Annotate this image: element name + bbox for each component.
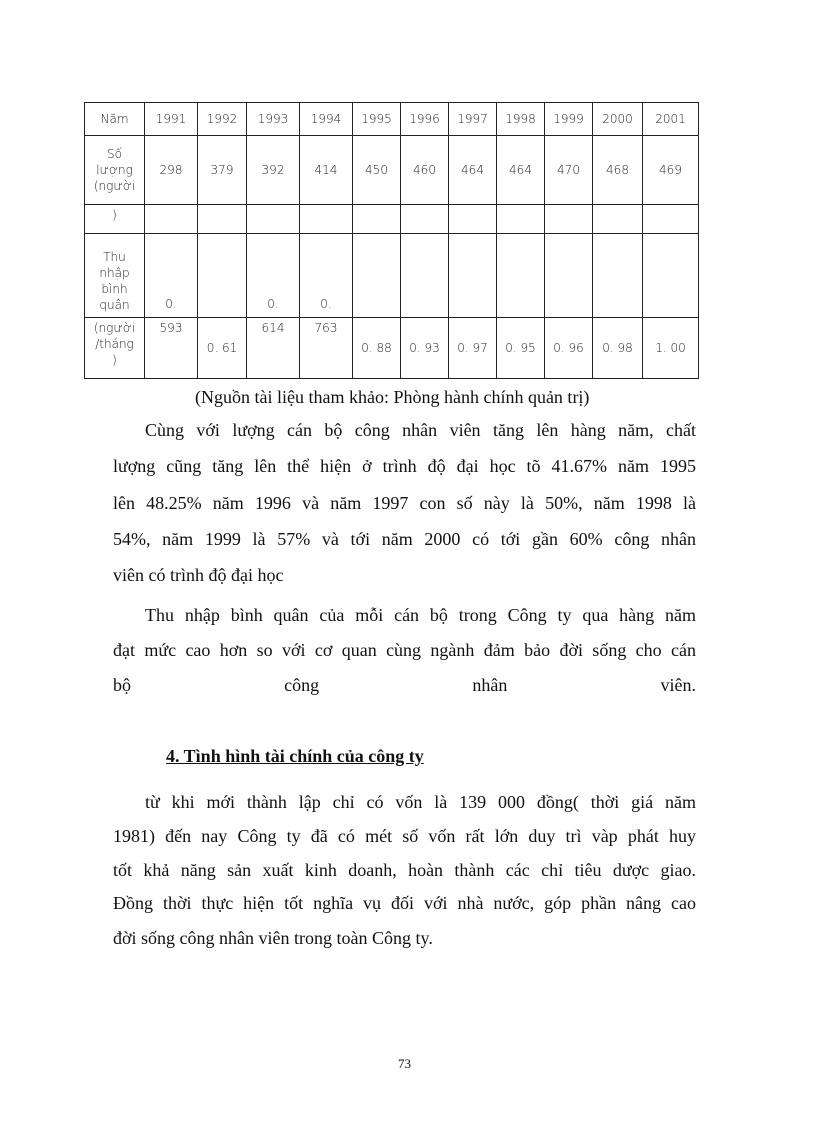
income-cell-top — [401, 234, 449, 318]
paragraph-line: từ khi mới thành lập chỉ có vốn là 139 000 đồng( thời giá năm — [145, 792, 696, 812]
income-cell: 0. 96 — [545, 318, 593, 379]
paragraph-line: Thu nhập bình quân của mỗi cán bộ trong Công ty qua hàng năm — [145, 605, 696, 625]
paragraph-line: đạt mức cao hơn so với cơ quan cùng ngành đảm bảo đời sống cho cán — [113, 640, 696, 660]
income-label: Thu nhập bình quân — [85, 234, 145, 318]
year-cell: 1999 — [545, 103, 593, 136]
year-cell: 1993 — [247, 103, 300, 136]
table-row-headcount — [85, 136, 699, 205]
headcount-cell: 470 — [545, 136, 593, 205]
year-cell: 1991 — [145, 103, 198, 136]
headcount-cell: 379 — [198, 136, 247, 205]
income-cell: 0. 95 — [497, 318, 545, 379]
income-cell: 0. 88 — [353, 318, 401, 379]
income-cell-top — [353, 234, 401, 318]
headcount-cell: 469 — [643, 136, 699, 205]
headcount-cell: 450 — [353, 136, 401, 205]
income-cell-top — [593, 234, 643, 318]
paragraph-line: viên có trình độ đại học — [113, 565, 284, 585]
headcount-label: Số lượng (người — [85, 136, 145, 205]
year-cell: 1994 — [300, 103, 353, 136]
paragraph-line: 1981) đến nay Công ty đã có mét số vốn rất lớn duy trì vàp phát huy — [113, 826, 696, 846]
income-cell-top: 0. — [247, 234, 300, 318]
year-cell: 1996 — [401, 103, 449, 136]
income-cell: 763 — [300, 318, 353, 379]
headcount-cell: 468 — [593, 136, 643, 205]
paragraph-line: bộ công nhân viên. — [113, 675, 696, 695]
table-row-income-top — [85, 234, 699, 318]
paragraph-line: đời sống công nhân viên trong toàn Công ty. — [113, 928, 433, 948]
income-unit-label: (người /tháng ) — [85, 318, 145, 379]
income-cell-top — [198, 234, 247, 318]
income-cell: 593 — [145, 318, 198, 379]
headcount-cell: 298 — [145, 136, 198, 205]
headcount-cell: 392 — [247, 136, 300, 205]
paragraph-line: Đồng thời thực hiện tốt nghĩa vụ đối với nhà nước, góp phần nâng cao — [113, 893, 696, 913]
income-cell: 1. 00 — [643, 318, 699, 379]
header-year-label: Năm — [85, 103, 145, 136]
headcount-cell: 414 — [300, 136, 353, 205]
income-cell-top: 0. — [145, 234, 198, 318]
income-cell: 0. 93 — [401, 318, 449, 379]
page-number: 73 — [398, 1056, 411, 1071]
income-cell: 614 — [247, 318, 300, 379]
income-cell-top — [643, 234, 699, 318]
income-cell: 0. 98 — [593, 318, 643, 379]
year-cell: 2000 — [593, 103, 643, 136]
table-header-row — [85, 103, 699, 136]
income-cell: 0. 61 — [198, 318, 247, 379]
section-heading: 4. Tình hình tài chính của công ty — [166, 746, 424, 766]
income-cell-top: 0. — [300, 234, 353, 318]
headcount-cell: 460 — [401, 136, 449, 205]
year-cell: 1995 — [353, 103, 401, 136]
year-cell: 1992 — [198, 103, 247, 136]
paragraph-line: tốt khả năng sản xuất kinh doanh, hoàn thành các chỉ tiêu dược giao. — [113, 860, 696, 880]
table-row-income-bottom — [85, 318, 699, 379]
table-row-headcount-overflow — [85, 205, 699, 234]
paragraph-line: 54%, năm 1999 là 57% và tới năm 2000 có tới gần 60% công nhân — [113, 529, 696, 549]
employee-income-table — [84, 102, 699, 379]
headcount-cell: 464 — [497, 136, 545, 205]
income-cell: 0. 97 — [449, 318, 497, 379]
income-cell-top — [545, 234, 593, 318]
paragraph-line: Cùng với lượng cán bộ công nhân viên tăng lên hàng năm, chất — [145, 420, 696, 440]
year-cell: 1998 — [497, 103, 545, 136]
headcount-label-cont: ) — [85, 205, 145, 234]
income-cell-top — [449, 234, 497, 318]
table-source-caption: (Nguồn tài liệu tham khảo: Phòng hành chính quản trị) — [195, 387, 590, 407]
income-cell-top — [497, 234, 545, 318]
paragraph-line: lượng cũng tăng lên thể hiện ở trình độ đại học tõ 41.67% năm 1995 — [113, 456, 696, 476]
headcount-cell: 464 — [449, 136, 497, 205]
paragraph-line: lên 48.25% năm 1996 và năm 1997 con số này là 50%, năm 1998 là — [113, 493, 696, 513]
year-cell: 1997 — [449, 103, 497, 136]
year-cell: 2001 — [643, 103, 699, 136]
